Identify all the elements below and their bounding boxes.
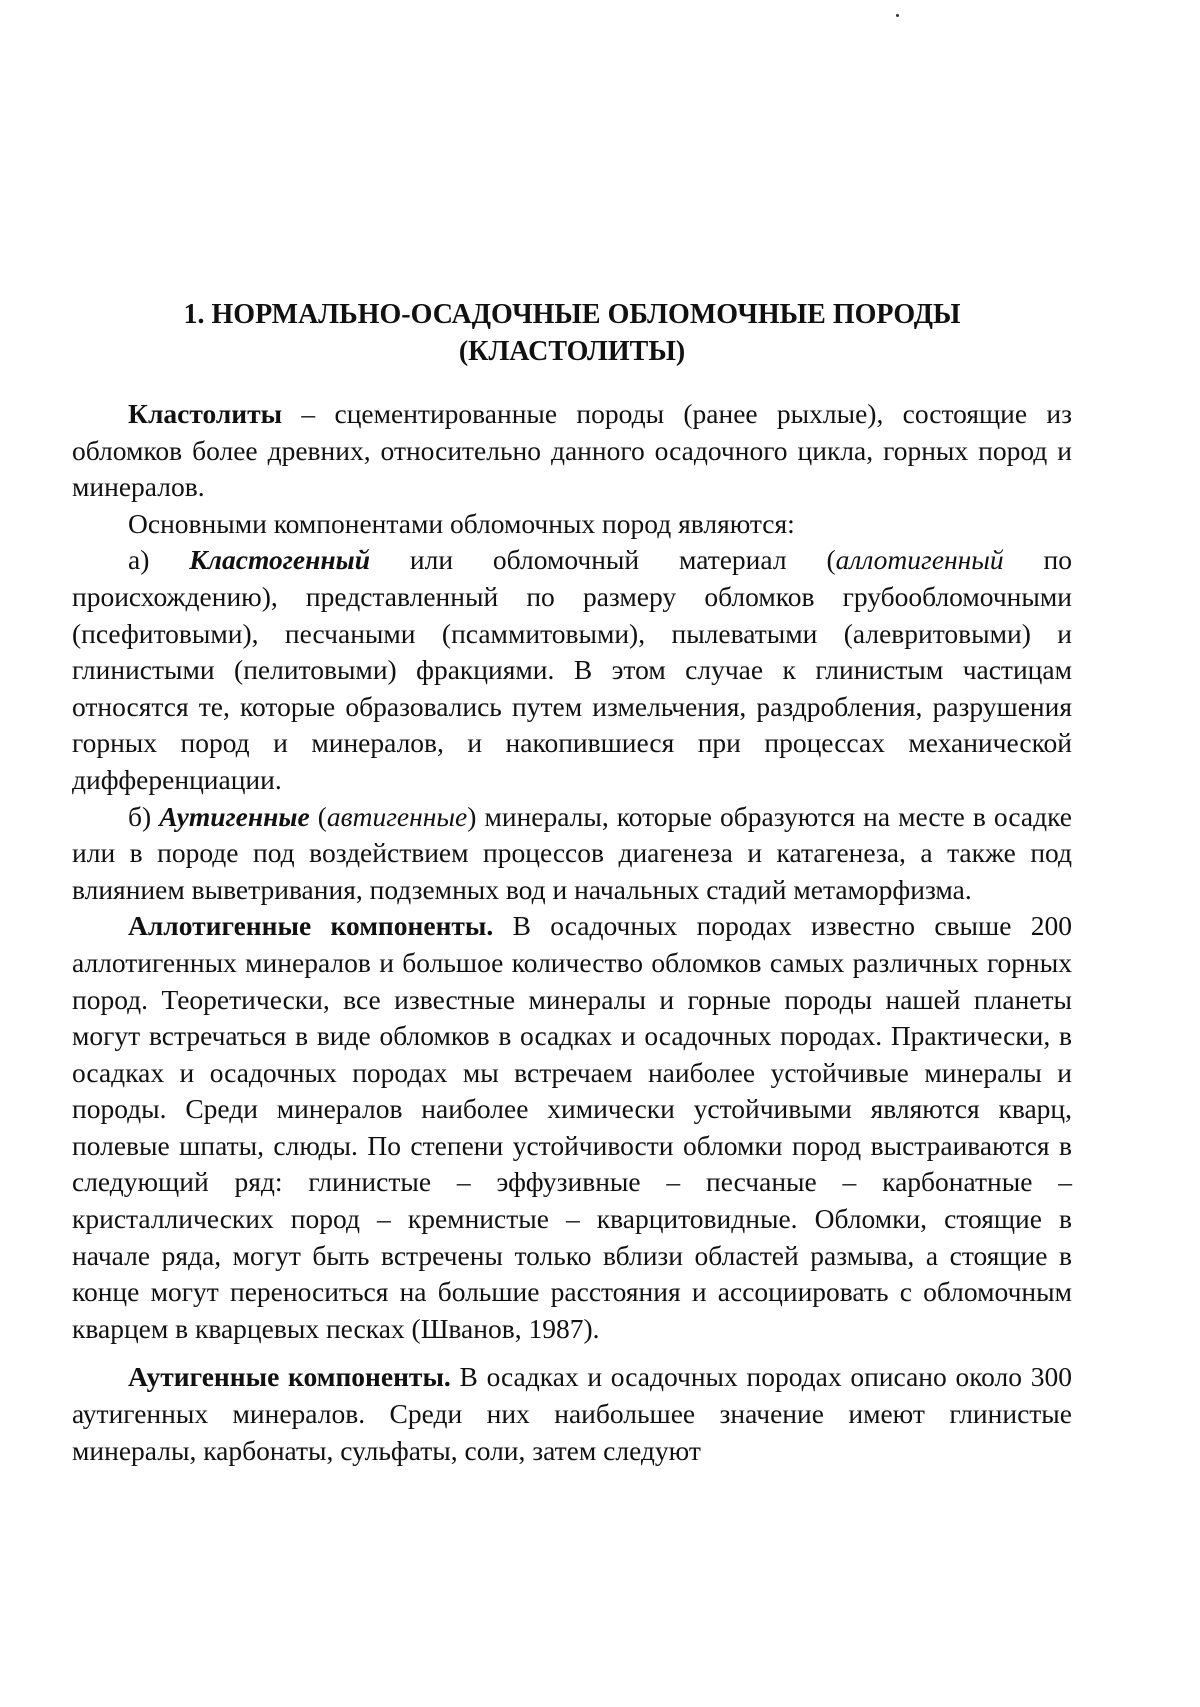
paragraph-text: по происхождению), представленный по размеру обломков грубообломочными (псефитовыми), песчаными (псаммитовыми), пылеватыми (алевритовыми) и глинистыми (пелитовыми) фракциями. В этом случае к глинистым частицам относятся те, которые образовались путем измельчения, раздробления, разрушения горных пород и минералов, и накопившиеся при процессах механической дифференциации. bbox=[72, 544, 1072, 795]
paragraph-text: В осадочных породах известно свыше 200 аллотигенных минералов и большое количество обломков самых различных горных пород. Теоретически, все известные минералы и горные породы нашей планеты могут встречаться в виде обломков в осадках и осадочных породах. Практически, в осадках и осадочных породах мы встречаем наиболее устойчивые минералы и породы. Среди минералов наиболее химически устойчивыми являются кварц, полевые шпаты, слюды. По степени устойчивости обломки пород выстраиваются в следующий ряд: глинистые – эффузивные – песчаные – карбонатные – кристаллических пород – кремнистые – кварцитовидные. Обломки, стоящие в начале ряда, могут быть встречены только вблизи областей размыва, а стоящие в конце могут переноситься на большие расстояния и ассоциировать с обломочным кварцем в кварцевых песках (Шванов, 1987). bbox=[72, 910, 1072, 1344]
section-title bbox=[72, 296, 1072, 370]
paragraph-text: ( bbox=[310, 801, 327, 832]
scan-speck bbox=[896, 14, 899, 17]
term-allotigenic-components: Аллотигенные компоненты. bbox=[128, 910, 493, 941]
term-klastogenny: Кластогенный bbox=[189, 544, 370, 575]
list-marker: б) bbox=[128, 801, 159, 832]
term-autigenic-components: Аутигенные компоненты. bbox=[128, 1361, 451, 1392]
paragraph-text: Основными компонентами обломочных пород являются: bbox=[128, 508, 795, 539]
section-title-line-1: 1. НОРМАЛЬНО-ОСАДОЧНЫЕ ОБЛОМОЧНЫЕ ПОРОДЫ bbox=[72, 296, 1072, 333]
term-avtigennye: автигенные bbox=[327, 801, 467, 832]
section-title-line-2: (КЛАСТОЛИТЫ) bbox=[72, 333, 1072, 370]
paragraph-definition bbox=[72, 396, 1072, 506]
paragraph-autigenic bbox=[72, 1359, 1072, 1469]
document-page bbox=[72, 296, 1072, 1469]
term-allotigenny: аллотигенный bbox=[836, 544, 1004, 575]
paragraph-text: – сцементированные породы (ранее рыхлые), состоящие из обломков более древних, относительно данного осадочного цикла, горных пород и минералов. bbox=[72, 398, 1072, 502]
paragraph-components-intro bbox=[72, 506, 1072, 543]
paragraph-text: ) минералы, которые образуются на месте в осадке или в породе под воздействием процессов диагенеза и катагенеза, а также под влиянием выветривания, подземных вод и начальных стадий метаморфизма. bbox=[72, 801, 1072, 905]
paragraph-item-b bbox=[72, 799, 1072, 909]
paragraph-text: или обломочный материал ( bbox=[370, 544, 836, 575]
paragraph-allotigenic bbox=[72, 908, 1072, 1347]
term-klastolity: Кластолиты bbox=[128, 398, 282, 429]
list-marker: а) bbox=[128, 544, 189, 575]
term-autigennye: Аутигенные bbox=[159, 801, 310, 832]
paragraph-item-a bbox=[72, 542, 1072, 798]
paragraph-text: В осадках и осадочных породах описано около 300 аутигенных минералов. Среди них наибольшее значение имеют глинистые минералы, карбонаты, сульфаты, соли, затем следуют bbox=[72, 1361, 1072, 1465]
